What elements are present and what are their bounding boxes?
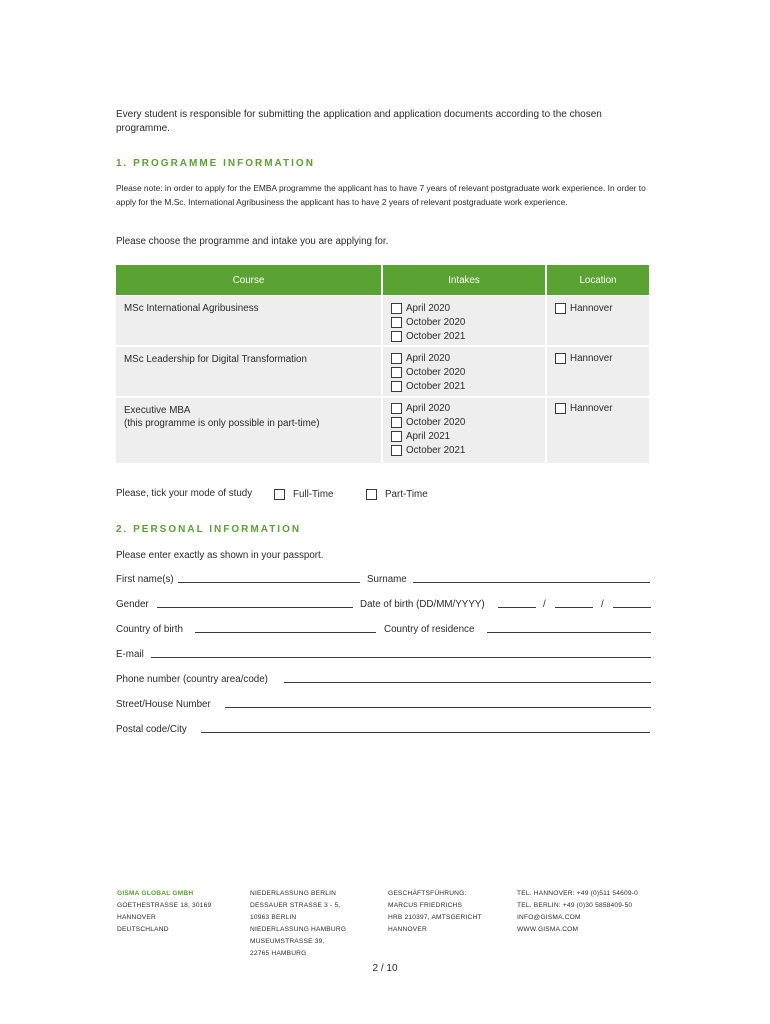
course-note: (this programme is only possible in part-time) [124,418,320,429]
checkbox-icon[interactable] [391,431,402,442]
street-field[interactable] [225,707,651,708]
checkbox-icon[interactable] [555,303,566,314]
checkbox-icon[interactable] [391,353,402,364]
intro-text: Every student is responsible for submitting the application and application documents according to the chosen programme. [116,109,602,134]
intake-label: April 2020 [406,402,451,414]
footer-line: DEUTSCHLAND [117,926,169,933]
intake-label: October 2020 [406,366,466,378]
surname-field[interactable] [413,582,650,583]
location-label: Hannover [570,402,613,414]
footer-line: 22765 HAMBURG [250,950,307,957]
course-name-block [124,404,319,430]
intakes-cell [383,296,545,345]
section-heading-programme: 1. PROGRAMME INFORMATION [116,158,315,169]
course-name: MSc Leadership for Digital Transformation [124,354,307,365]
footer-line: MUSEUMSTRASSE 39, [250,938,325,945]
table-header-location: Location [547,265,649,295]
page-number: 2 / 10 [372,963,398,974]
intake-option[interactable] [391,429,450,443]
checkbox-icon[interactable] [391,317,402,328]
footer-line: GOETHESTRASSE 18, 30169 [117,902,212,909]
footer-line: DESSAUER STRASSE 3 - 5, [250,902,341,909]
company-name: GISMA GLOBAL GMBH [117,890,194,897]
intake-label: April 2020 [406,302,451,314]
checkbox-icon[interactable] [366,489,377,500]
programme-note: Please note: in order to apply for the EMBA programme the applicant has to have 7 years of relevant postgraduate work experience. In order to apply for the M.Sc. International Agribusiness the applicant has to have 2 years of relevant postgraduate work experience. [116,183,646,207]
intake-option[interactable] [391,301,450,315]
postal-field[interactable] [201,732,650,733]
intakes-cell [383,347,545,396]
country-of-birth-field[interactable] [195,632,376,633]
part-time-option[interactable] [366,487,428,501]
part-time-label: Part-Time [385,488,428,500]
full-time-option[interactable] [274,487,333,501]
intakes-cell [383,398,545,463]
table-header-intakes: Intakes [383,265,545,295]
checkbox-icon[interactable] [391,403,402,414]
table-header-course: Course [116,265,381,295]
footer-line: WWW.GISMA.COM [517,926,579,933]
country-of-residence-field[interactable] [487,632,651,633]
location-option[interactable] [555,301,612,315]
gender-label: Gender [116,599,149,610]
intake-option[interactable] [391,329,465,343]
intake-label: October 2021 [406,444,466,456]
surname-label: Surname [367,574,407,585]
dob-label: Date of birth (DD/MM/YYYY) [360,599,485,610]
choose-programme-text: Please choose the programme and intake you are applying for. [116,236,389,247]
dob-month-field[interactable] [555,607,593,608]
intake-label: October 2021 [406,330,466,342]
course-name: MSc International Agribusiness [124,303,259,314]
country-of-residence-label: Country of residence [384,624,475,635]
checkbox-icon[interactable] [391,303,402,314]
location-cell [547,296,649,345]
location-cell [547,347,649,396]
intake-label: October 2021 [406,380,466,392]
intake-option[interactable] [391,443,465,457]
footer-line: NIEDERLASSUNG HAMBURG [250,926,347,933]
dob-year-field[interactable] [613,607,651,608]
footer-line: NIEDERLASSUNG BERLIN [250,890,337,897]
checkbox-icon[interactable] [555,403,566,414]
checkbox-icon[interactable] [391,331,402,342]
checkbox-icon[interactable] [391,445,402,456]
intake-label: October 2020 [406,416,466,428]
first-name-label: First name(s) [116,574,174,585]
gender-field[interactable] [157,607,353,608]
passport-instruction: Please enter exactly as shown in your passport. [116,550,324,561]
intake-option[interactable] [391,379,465,393]
phone-field[interactable] [284,682,651,683]
dob-separator: / [601,599,604,610]
section-heading-personal: 2. PERSONAL INFORMATION [116,524,302,535]
intake-label: April 2020 [406,352,451,364]
intake-option[interactable] [391,315,465,329]
table-row [116,398,381,463]
country-of-birth-label: Country of birth [116,624,183,635]
footer-line: GESCHÄFTSFÜHRUNG: [388,890,467,897]
dob-separator: / [543,599,546,610]
checkbox-icon[interactable] [274,489,285,500]
first-name-field[interactable] [178,582,360,583]
checkbox-icon[interactable] [391,367,402,378]
table-row [116,296,381,345]
dob-day-field[interactable] [498,607,536,608]
street-label: Street/House Number [116,699,211,710]
location-label: Hannover [570,352,613,364]
footer-col-branches [250,888,346,960]
intake-option[interactable] [391,401,450,415]
phone-label: Phone number (country area/code) [116,674,268,685]
email-label: E-mail [116,649,144,660]
postal-label: Postal code/City [116,724,187,735]
location-option[interactable] [555,351,612,365]
full-time-label: Full-Time [293,488,334,500]
footer-line: HRB 210397, AMTSGERICHT [388,914,482,921]
footer-line: MARCUS FRIEDRICHS [388,902,463,909]
footer-line: HANNOVER [117,914,156,921]
location-cell [547,398,649,463]
checkbox-icon[interactable] [391,381,402,392]
checkbox-icon[interactable] [391,417,402,428]
intake-label: October 2020 [406,316,466,328]
intake-option[interactable] [391,365,465,379]
intake-label: April 2021 [406,430,451,442]
footer-line: HANNOVER [388,926,427,933]
footer-line: 10963 BERLIN [250,914,297,921]
intake-option[interactable] [391,415,465,429]
course-name: Executive MBA [124,405,191,416]
checkbox-icon[interactable] [555,353,566,364]
mode-of-study-label: Please, tick your mode of study [116,488,253,499]
footer-col-company [117,888,211,936]
location-option[interactable] [555,401,612,415]
footer-col-contact [517,888,638,936]
location-label: Hannover [570,302,613,314]
table-row [116,347,381,396]
footer-col-management [388,888,482,936]
intake-option[interactable] [391,351,450,365]
footer-line: TEL. HANNOVER: +49 (0)511 54609-0 [517,890,639,897]
footer-line: TEL. BERLIN: +49 (0)30 5858409-50 [517,902,633,909]
email-field[interactable] [151,657,651,658]
footer-line: INFO@GISMA.COM [517,914,581,921]
